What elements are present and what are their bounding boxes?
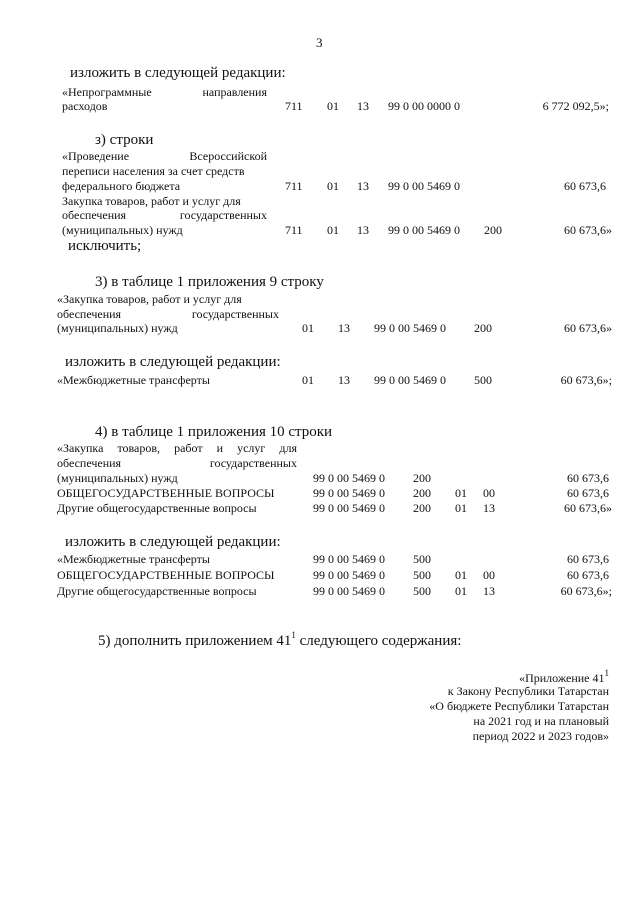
row-amount: 60 673,6 — [567, 552, 609, 566]
code-target: 99 0 00 5469 0 — [374, 373, 446, 387]
code-subsection: 13 — [483, 584, 495, 598]
s5-heading-text: 5) дополнить приложением 41 — [98, 633, 292, 649]
row-label-line3: (муниципальных) нужд — [57, 321, 178, 335]
code-target: 99 0 00 5469 0 — [313, 471, 385, 485]
row-label-line2: обеспечения государственных — [62, 208, 267, 222]
row-label-line1: «Межбюджетные трансферты — [57, 373, 210, 387]
s4-heading: 4) в таблице 1 приложения 10 строки — [95, 424, 333, 440]
s2-tail: исключить; — [68, 238, 142, 254]
row-label-line1: «Проведение Всероссийской — [62, 149, 267, 163]
row-label-line1: Закупка товаров, работ и услуг для — [62, 194, 241, 208]
row-label-line1: ОБЩЕГОСУДАРСТВЕННЫЕ ВОПРОСЫ — [57, 486, 275, 500]
code-expense-type: 200 — [413, 486, 431, 500]
row-amount: 60 673,6 — [567, 486, 609, 500]
row-label-line1: «Непрограммные направления — [62, 85, 267, 99]
row-amount: 60 673,6 — [567, 471, 609, 485]
code-expense-type: 500 — [413, 584, 431, 598]
code-target: 99 0 00 5469 0 — [313, 584, 385, 598]
code-target: 99 0 00 5469 0 — [388, 223, 460, 237]
row-amount: 60 673,6» — [564, 501, 612, 515]
code-subsection: 00 — [483, 486, 495, 500]
code-ministry: 711 — [285, 99, 303, 113]
code-expense-type: 500 — [413, 552, 431, 566]
code-subsection: 00 — [483, 568, 495, 582]
s3-intro: изложить в следующей редакции: — [65, 354, 281, 370]
row-label-line1: «Межбюджетные трансферты — [57, 552, 210, 566]
code-section: 01 — [302, 321, 314, 335]
s2-heading: з) строки — [95, 132, 154, 148]
code-expense-type: 200 — [413, 501, 431, 515]
code-subsection: 13 — [338, 321, 350, 335]
row-label-line2: переписи населения за счет средств — [62, 164, 245, 178]
row-label-line3: федерального бюджета — [62, 179, 181, 193]
code-expense-type: 200 — [474, 321, 492, 335]
s5-heading-tail: следующего содержания: — [295, 633, 462, 649]
code-expense-type: 500 — [474, 373, 492, 387]
code-expense-type: 500 — [413, 568, 431, 582]
code-subsection: 13 — [357, 223, 369, 237]
row-label-line2: обеспечения государственных — [57, 307, 279, 321]
appendix-line3: «О бюджете Республики Татарстан — [429, 699, 609, 713]
code-section: 01 — [327, 99, 339, 113]
appendix-line4: на 2021 год и на плановый — [473, 714, 609, 728]
appendix-line2: к Закону Республики Татарстан — [447, 684, 609, 698]
code-section: 01 — [455, 584, 467, 598]
code-target: 99 0 00 5469 0 — [313, 552, 385, 566]
code-target: 99 0 00 5469 0 — [313, 568, 385, 582]
code-section: 01 — [455, 486, 467, 500]
code-section: 01 — [327, 179, 339, 193]
row-label-line3: (муниципальных) нужд — [62, 223, 183, 237]
code-target: 99 0 00 5469 0 — [388, 179, 460, 193]
appendix-title-superscript: 1 — [604, 668, 609, 678]
code-expense-type: 200 — [413, 471, 431, 485]
row-label-line1: «Закупка товаров, работ и услуг для — [57, 441, 297, 455]
code-target: 99 0 00 5469 0 — [313, 501, 385, 515]
code-section: 01 — [455, 568, 467, 582]
row-amount: 60 673,6» — [564, 223, 612, 237]
page-number: 3 — [316, 35, 323, 50]
row-label-line2: обеспечения государственных — [57, 456, 297, 470]
row-amount: 60 673,6»; — [560, 373, 612, 387]
code-target: 99 0 00 5469 0 — [374, 321, 446, 335]
row-amount: 60 673,6»; — [560, 584, 612, 598]
s5-heading-superscript: 1 — [291, 630, 296, 640]
code-section: 01 — [455, 501, 467, 515]
row-label-line1: Другие общегосударственные вопросы — [57, 501, 257, 515]
code-expense-type: 200 — [484, 223, 502, 237]
code-subsection: 13 — [483, 501, 495, 515]
s4-intro: изложить в следующей редакции: — [65, 534, 281, 550]
row-label-line1: «Закупка товаров, работ и услуг для — [57, 292, 242, 306]
row-amount: 6 772 092,5»; — [542, 99, 609, 113]
row-amount: 60 673,6» — [564, 321, 612, 335]
code-subsection: 13 — [357, 99, 369, 113]
code-ministry: 711 — [285, 179, 303, 193]
s5-heading — [98, 631, 461, 650]
row-label-line2: расходов — [62, 99, 108, 113]
code-subsection: 13 — [338, 373, 350, 387]
appendix-title-text: «Приложение 41 — [519, 671, 605, 685]
code-ministry: 711 — [285, 223, 303, 237]
code-section: 01 — [327, 223, 339, 237]
code-section: 01 — [302, 373, 314, 387]
row-label-line1: ОБЩЕГОСУДАРСТВЕННЫЕ ВОПРОСЫ — [57, 568, 275, 582]
row-amount: 60 673,6 — [567, 568, 609, 582]
code-target: 99 0 00 5469 0 — [313, 486, 385, 500]
code-target: 99 0 00 0000 0 — [388, 99, 460, 113]
row-amount: 60 673,6 — [564, 179, 606, 193]
row-label-line1: Другие общегосударственные вопросы — [57, 584, 257, 598]
s3-heading: 3) в таблице 1 приложения 9 строку — [95, 274, 324, 290]
appendix-line5: период 2022 и 2023 годов» — [472, 729, 609, 743]
s1-intro: изложить в следующей редакции: — [70, 65, 286, 81]
code-subsection: 13 — [357, 179, 369, 193]
row-label-line3: (муниципальных) нужд — [57, 471, 178, 485]
